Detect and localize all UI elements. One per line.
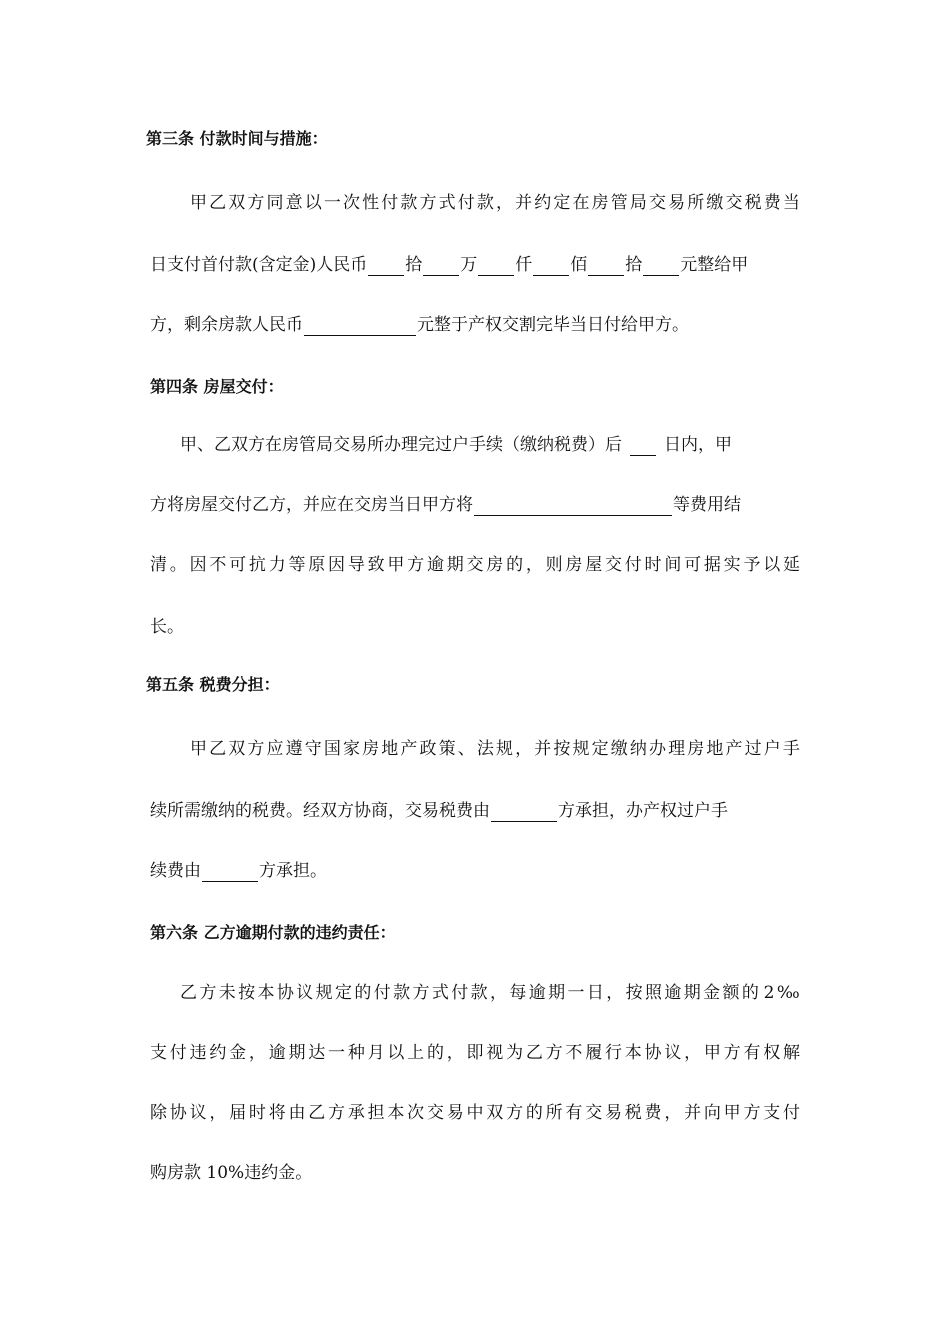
article-4-heading: 第四条 房屋交付： (150, 377, 284, 396)
article-4-line-2-text-a: 方将房屋交付乙方，并应在交房当日甲方将 (150, 495, 473, 515)
article-3-line-2-text-a: 日支付首付款(含定金)人民币 (150, 255, 368, 275)
article-3-line-3-text-b: 元整于产权交割完毕当日付给甲方。 (417, 315, 689, 335)
article-6-line-2: 支 付 违 约 金 ， 逾 期 达 一 种 月 以 上 的 ， 即 视 为 乙 方 不 履 行 本 协 议 ， 甲 方 有 权 解 (150, 1043, 800, 1063)
unit-text: 拾 (405, 255, 423, 275)
article-3-heading: 第三条 付款时间与措施： (146, 129, 328, 148)
article-6-line-4: 购房款 10%违约金。 (150, 1163, 313, 1183)
article-6-heading: 第六条 乙方逾期付款的违约责任： (150, 923, 396, 942)
article-5-line-2-text-b: 方承担，办产权过户手 (558, 801, 728, 821)
article-5-line-3 (150, 856, 800, 886)
blank-field[interactable] (423, 255, 459, 276)
blank-field[interactable] (202, 861, 258, 882)
blank-field[interactable] (630, 435, 656, 456)
article-4-line-1 (180, 430, 800, 460)
article-5-line-2-text-a: 续所需缴纳的税费。经双方协商，交易税费由 (150, 801, 490, 821)
article-4-line-2-text-b: 等费用结 (673, 495, 741, 515)
article-5-line-3-text-b: 方承担。 (259, 861, 327, 881)
article-4-line-3: 清 。 因 不 可 抗 力 等 原 因 导 致 甲 方 逾 期 交 房 的 ， 则 房 屋 交 付 时 间 可 据 实 予 以 延 (150, 555, 800, 575)
blank-field[interactable] (491, 801, 557, 822)
unit-text: 拾 (625, 255, 643, 275)
unit-text: 仟 (515, 255, 533, 275)
article-4-line-4: 长。 (150, 617, 184, 637)
article-3-line-3 (150, 310, 800, 340)
blank-field[interactable] (643, 255, 679, 276)
unit-text: 佰 (570, 255, 588, 275)
unit-text: 元整给甲 (680, 255, 749, 275)
article-3-line-1: 甲 乙 双 方 同 意 以 一 次 性 付 款 方 式 付 款 ， 并 约 定 在 房 管 局 交 易 所 缴 交 税 费 当 (190, 193, 800, 213)
blank-field[interactable] (533, 255, 569, 276)
article-4-line-1-text-b: 日内，甲 (664, 435, 732, 455)
article-3-line-2 (150, 250, 800, 280)
blank-field[interactable] (478, 255, 514, 276)
article-6-line-3: 除 协 议 ， 届 时 将 由 乙 方 承 担 本 次 交 易 中 双 方 的 所 有 交 易 税 费 ， 并 向 甲 方 支 付 (150, 1103, 800, 1123)
blank-field[interactable] (588, 255, 624, 276)
article-3-line-3-text-a: 方，剩余房款人民币 (150, 315, 303, 335)
blank-field[interactable] (474, 495, 672, 516)
article-4-line-1-text-a: 甲、乙双方在房管局交易所办理完过户手续（缴纳税费）后 (180, 435, 622, 455)
unit-text: 万 (460, 255, 478, 275)
article-6-line-1: 乙 方 未 按 本 协 议 规 定 的 付 款 方 式 付 款 ， 每 逾 期 一 日 ， 按 照 逾 期 金 额 的 2 ‰ (180, 983, 800, 1003)
article-5-line-3-text-a: 续费由 (150, 861, 201, 881)
article-5-line-2 (150, 796, 800, 826)
article-5-heading: 第五条 税费分担： (146, 675, 280, 694)
blank-field[interactable] (368, 255, 404, 276)
article-4-line-2 (150, 490, 800, 520)
blank-field[interactable] (304, 315, 416, 336)
article-5-line-1: 甲 乙 双 方 应 遵 守 国 家 房 地 产 政 策 、 法 规 ， 并 按 规 定 缴 纳 办 理 房 地 产 过 户 手 (190, 739, 800, 759)
